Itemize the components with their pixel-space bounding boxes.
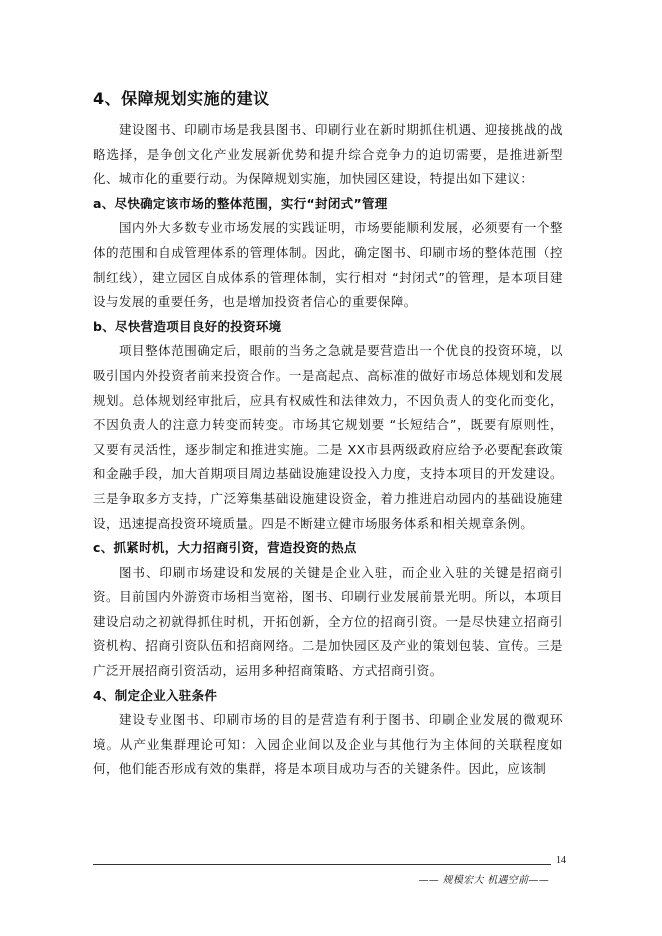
subsection-c-heading: c、抓紧时机，大力招商引资，营造投资的热点 bbox=[93, 540, 357, 556]
page-number: 14 bbox=[556, 855, 566, 866]
subsection-a-paragraph: 国内外大多数专业市场发展的实践证明，市场要能顺利发展，必须要有一个整体的范围和自成管理体系的管理体制。因此，确定图书、印刷市场的整体范围（控制红线），建立园区自成体系的管理体制，实行相对 “封闭式”的管理，是本项目建设与发展的重要任务，也是增加投资者信心的重要保障。 bbox=[93, 220, 563, 310]
subsection-b-heading: b、尽快营造项目良好的投资环境 bbox=[93, 318, 282, 334]
section-title: 4、保障规划实施的建议 bbox=[93, 89, 270, 108]
footer-slogan: —— 规模宏大 机遇空前—— bbox=[418, 875, 549, 886]
subsection-a-heading: a、尽快确定该市场的整体范围，实行“封闭式”管理 bbox=[93, 195, 388, 211]
subsection-4-heading: 4、制定企业入驻条件 bbox=[93, 687, 218, 703]
subsection-4-paragraph: 建设专业图书、印刷市场的目的是营造有利于图书、印刷企业发展的微观环境。从产业集群理论可知：入园企业间以及企业与其他行为主体间的关联程度如何，他们能否形成有效的集群，将是本项目成功与否的关键条件。因此，应该制 bbox=[93, 712, 563, 777]
intro-paragraph: 建设图书、印刷市场是我县图书、印刷行业在新时期抓住机遇、迎接挑战的战略选择，是争创文化产业发展新优势和提升综合竞争力的迫切需要，是推进新型化、城市化的重要行动。为保障规划实施，加快园区建设，特提出如下建议： bbox=[93, 122, 563, 187]
body-content bbox=[93, 118, 563, 782]
footer-divider bbox=[93, 864, 551, 865]
subsection-c-paragraph: 图书、印刷市场建设和发展的关键是企业入驻，而企业入驻的关键是招商引资。目前国内外游资市场相当宽裕，图书、印刷行业发展前景光明。所以，本项目建设启动之初就得抓住时机，开拓创新，全方位的招商引资。一是尽快建立招商引资机构、招商引资队伍和招商网络。二是加快园区及产业的策划包装、宣传。三是广泛开展招商引资活动，运用多种招商策略、方式招商引资。 bbox=[93, 564, 563, 679]
subsection-b-paragraph: 项目整体范围确定后，眼前的当务之急就是要营造出一个优良的投资环境，以吸引国内外投资者前来投资合作。一是高起点、高标准的做好市场总体规划和发展规划。总体规划经审批后，应具有权威性和法律效力，不因负责人的变化而变化，不因负责人的注意力转变而转变。市场其它规划要 “长短结合”，既要有原则性，又要有灵活性，逐步制定和推进实施。二是 XX市县两级政府应给予必要配套政策和金融手段，加大首期项目周边基础设施建设投入力度，支持本项目的开发建设。三是争取多方支持，广泛筹集基础设施建设资金，着力推进启动园内的基础设施建设，迅速提高投资环境质量。四是不断建立健市场服务体系和相关规章条例。 bbox=[93, 343, 563, 531]
